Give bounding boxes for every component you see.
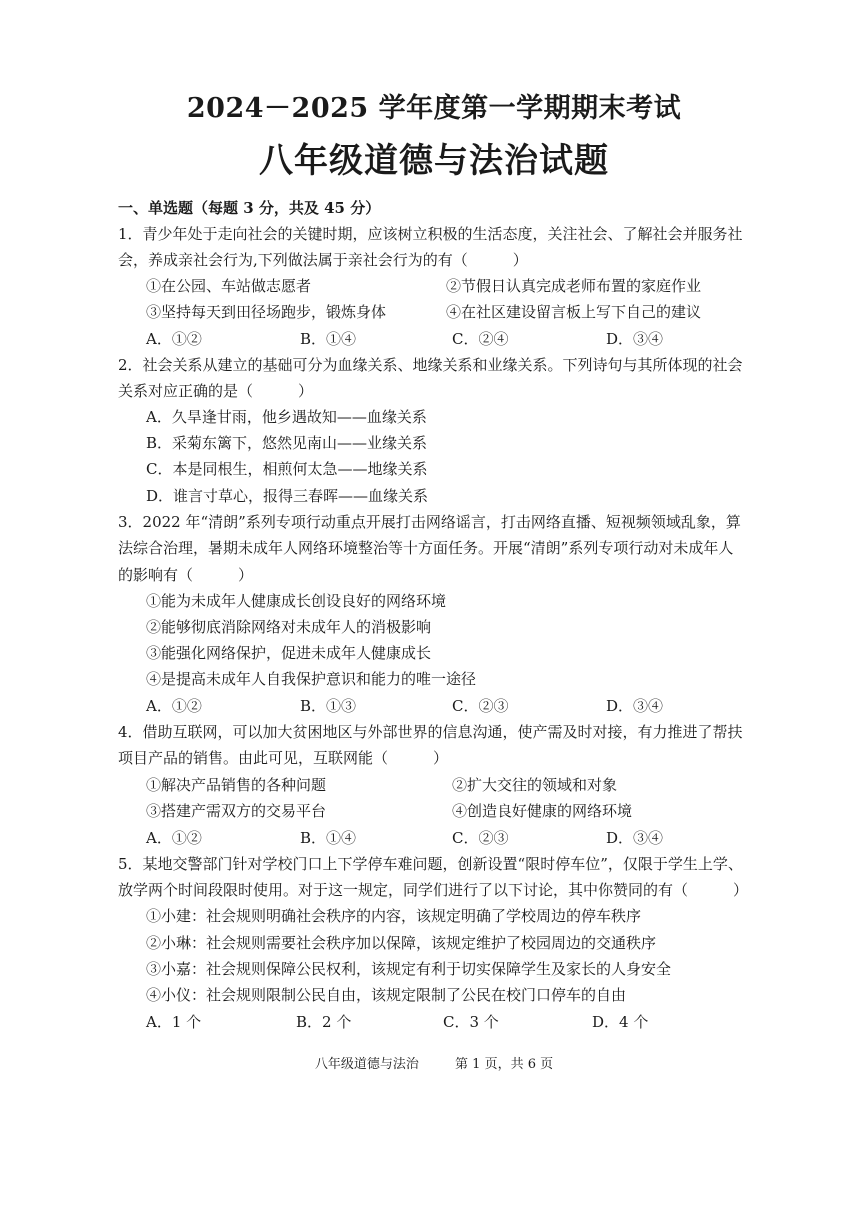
question-4-option-b[interactable]: B．①④ xyxy=(300,829,357,847)
question-3-stem-line-1: 3．2022 年“清朗”系列专项行动重点开展打击网络谣言，打击网络直播、短视频领域乱象，算 xyxy=(118,513,741,531)
question-1-option-a[interactable]: A．①② xyxy=(146,330,202,348)
question-1-option-d[interactable]: D．③④ xyxy=(606,330,664,348)
question-3-item-2: ②能够彻底消除网络对未成年人的消极影响 xyxy=(146,618,432,636)
question-5-stem-line-1: 5．某地交警部门针对学校门口上下学停车难问题，创新设置“限时停车位”，仅限于学生上学、 xyxy=(118,855,743,873)
question-3-option-d[interactable]: D．③④ xyxy=(606,697,664,715)
question-2-option-d[interactable]: D．谁言寸草心，报得三春晖——血缘关系 xyxy=(146,487,429,505)
question-2-option-b[interactable]: B．采菊东篱下，悠然见南山——业缘关系 xyxy=(146,434,428,452)
question-5-item-3: ③小嘉：社会规则保障公民权利，该规定有利于切实保障学生及家长的人身安全 xyxy=(146,960,672,978)
question-1-stem-line-2: 会，养成亲社会行为,下列做法属于亲社会行为的有（ ） xyxy=(118,251,528,269)
question-3-stem-line-2: 法综合治理，暑期未成年人网络环境整治等十方面任务。开展“清朗”系列专项行动对未成年人 xyxy=(118,539,734,557)
question-1-item-3: ③坚持每天到田径场跑步，锻炼身体 xyxy=(146,303,387,321)
question-5-stem-line-2: 放学两个时间段限时使用。对于这一规定，同学们进行了以下讨论，其中你赞同的有（ ） xyxy=(118,881,749,899)
section-heading: 一、单选题（每题 3 分，共及 45 分） xyxy=(118,199,381,217)
footer-subject: 八年级道德与法治 xyxy=(314,1057,419,1072)
page-footer xyxy=(0,1053,868,1072)
question-2-option-a[interactable]: A．久旱逢甘雨，他乡遇故知——血缘关系 xyxy=(146,408,427,426)
question-4-item-2: ②扩大交往的领域和对象 xyxy=(452,776,618,794)
question-5-item-4: ④小仪：社会规则限制公民自由，该规定限制了公民在校门口停车的自由 xyxy=(146,986,627,1004)
question-5-option-c[interactable]: C．3 个 xyxy=(443,1013,499,1031)
question-3-item-4: ④是提高未成年人自我保护意识和能力的唯一途径 xyxy=(146,670,477,688)
question-3-option-c[interactable]: C．②③ xyxy=(452,697,509,715)
question-3-option-a[interactable]: A．①② xyxy=(146,697,202,715)
question-4-stem-line-2: 项目产品的销售。由此可见，互联网能（ ） xyxy=(118,749,449,767)
question-1-option-c[interactable]: C．②④ xyxy=(452,330,509,348)
question-5-option-d[interactable]: D．4 个 xyxy=(592,1013,649,1031)
question-5-item-1: ①小建：社会规则明确社会秩序的内容，该规定明确了学校周边的停车秩序 xyxy=(146,907,642,925)
question-5-item-2: ②小琳：社会规则需要社会秩序加以保障，该规定维护了校园周边的交通秩序 xyxy=(146,934,657,952)
question-3-item-3: ③能强化网络保护，促进未成年人健康成长 xyxy=(146,644,432,662)
question-3-option-b[interactable]: B．①③ xyxy=(300,697,357,715)
question-4-stem-line-1: 4．借助互联网，可以加大贫困地区与外部世界的信息沟通，使产需及时对接，有力推进了帮扶 xyxy=(118,723,743,741)
question-4-option-a[interactable]: A．①② xyxy=(146,829,202,847)
exam-subject-title: 八年级道德与法治试题 xyxy=(259,141,609,181)
question-2-option-c[interactable]: C．本是同根生，相煎何太急——地缘关系 xyxy=(146,460,428,478)
question-3-item-1: ①能为未成年人健康成长创设良好的网络环境 xyxy=(146,592,447,610)
footer-page-number: 第 1 页，共 6 页 xyxy=(455,1057,554,1072)
question-4-option-d[interactable]: D．③④ xyxy=(606,829,664,847)
question-1-item-4: ④在社区建设留言板上写下自己的建议 xyxy=(446,303,702,321)
question-4-item-4: ④创造良好健康的网络环境 xyxy=(452,802,633,820)
question-4-item-3: ③搭建产需双方的交易平台 xyxy=(146,802,327,820)
question-5-option-a[interactable]: A．1 个 xyxy=(146,1013,202,1031)
question-2-stem-line-1: 2．社会关系从建立的基础可分为血缘关系、地缘关系和业缘关系。下列诗句与其所体现的社会 xyxy=(118,356,743,374)
question-1-option-b[interactable]: B．①④ xyxy=(300,330,357,348)
question-5-option-b[interactable]: B．2 个 xyxy=(296,1013,352,1031)
question-1-item-2: ②节假日认真完成老师布置的家庭作业 xyxy=(446,277,702,295)
question-3-stem-line-3: 的影响有（ ） xyxy=(118,566,254,584)
question-4-option-c[interactable]: C．②③ xyxy=(452,829,509,847)
question-2-stem-line-2: 关系对应正确的是（ ） xyxy=(118,382,314,400)
question-4-item-1: ①解决产品销售的各种问题 xyxy=(146,776,327,794)
question-1-item-1: ①在公园、车站做志愿者 xyxy=(146,277,312,295)
exam-title: 2024－2025 学年度第一学期期末考试 xyxy=(186,93,682,124)
question-1-stem-line-1: 1．青少年处于走向社会的关键时期，应该树立积极的生活态度，关注社会、了解社会并服务社 xyxy=(118,225,743,243)
